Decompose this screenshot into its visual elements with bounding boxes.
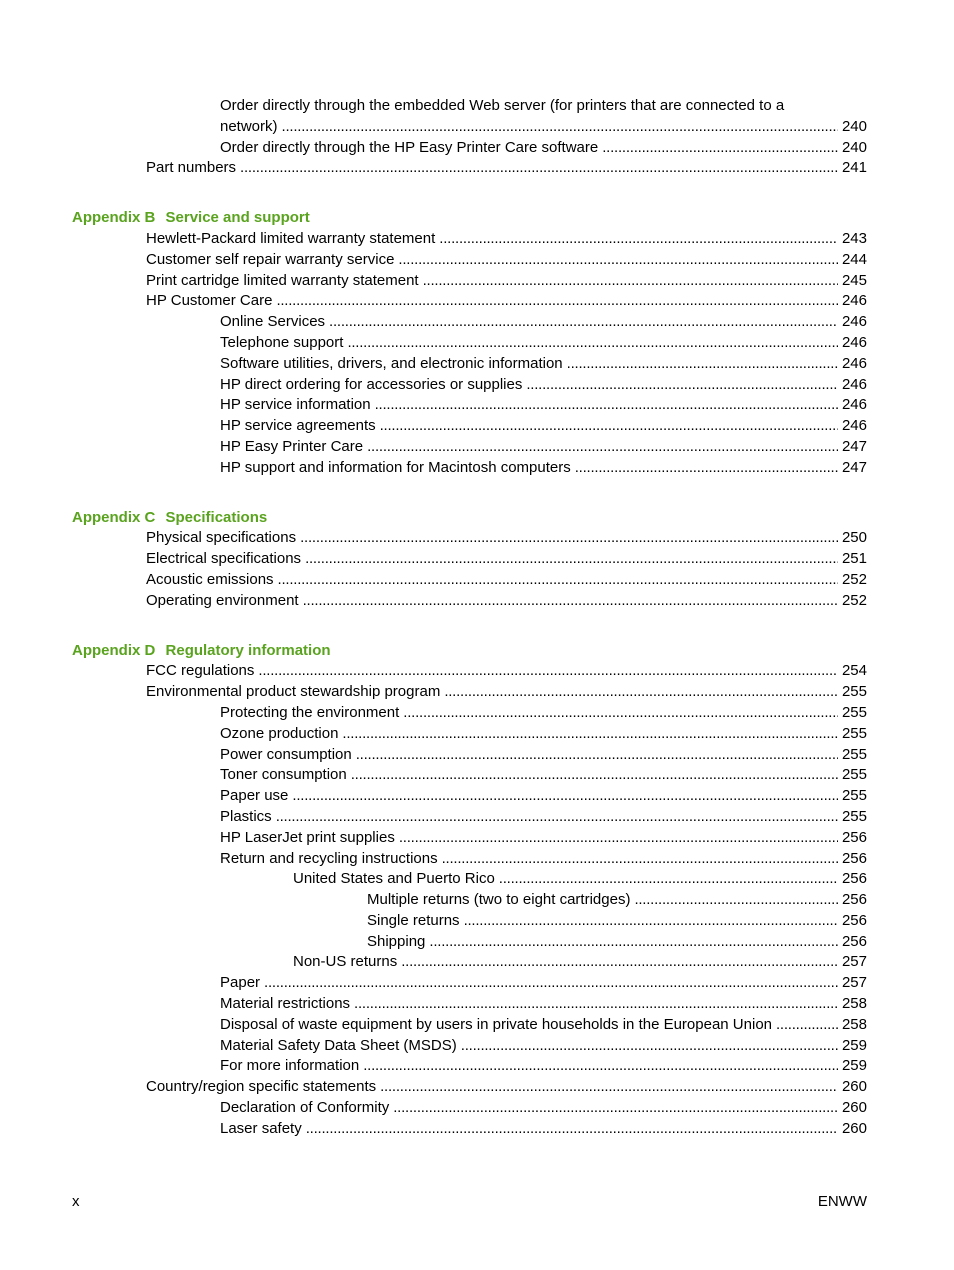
dot-leader (380, 416, 838, 437)
dot-leader (354, 994, 838, 1015)
toc-entry-page: 245 (841, 271, 867, 289)
toc-entry[interactable] (293, 869, 867, 890)
dot-leader (442, 849, 838, 870)
toc-entry-page: 260 (841, 1099, 867, 1117)
toc-entry-page: 256 (841, 870, 867, 888)
toc-entry-title: Telephone support (220, 333, 347, 354)
page-footer (72, 1192, 867, 1212)
toc-entry[interactable] (146, 250, 867, 271)
toc-entry-title: HP Customer Care (146, 291, 276, 312)
toc-entry-title: Customer self repair warranty service (146, 250, 398, 271)
dot-leader (444, 682, 838, 703)
toc-entry[interactable] (220, 1015, 867, 1036)
toc-entry-title: Software utilities, drivers, and electronic information (220, 354, 567, 375)
toc-entry[interactable] (220, 994, 867, 1015)
dot-leader (276, 291, 838, 312)
dot-leader (499, 869, 838, 890)
toc-entry-page: 255 (841, 703, 867, 721)
toc-entry-page: 256 (841, 828, 867, 846)
toc-entry[interactable] (220, 973, 867, 994)
toc-entry-title: Shipping (367, 932, 429, 953)
toc-entry-page: 258 (841, 1015, 867, 1033)
toc-entry-page: 240 (841, 138, 867, 156)
toc-entry[interactable] (146, 528, 867, 549)
appendix-title: Regulatory information (165, 641, 331, 659)
dot-leader (305, 549, 838, 570)
toc-entry-page: 251 (841, 550, 867, 568)
dot-leader (567, 354, 838, 375)
toc-entry-page: 257 (841, 974, 867, 992)
toc-entry[interactable] (220, 138, 867, 159)
toc-entry-title: Paper use (220, 786, 292, 807)
toc-entry-title: Environmental product stewardship program (146, 682, 444, 703)
toc-entry-page: 247 (841, 458, 867, 476)
toc-entry-title: network) (220, 117, 282, 138)
toc-entry-page: 243 (841, 229, 867, 247)
toc-entry-title: Protecting the environment (220, 703, 403, 724)
page-number: x (72, 1193, 80, 1210)
toc-entry-page: 254 (841, 662, 867, 680)
toc-entry-line: Order directly through the embedded Web server (for printers that are connected to a (220, 97, 785, 114)
dot-leader (429, 932, 838, 953)
toc-entry-page: 256 (841, 932, 867, 950)
toc-entry-title: Order directly through the HP Easy Printer Care software (220, 138, 602, 159)
toc-entry-title: Paper (220, 973, 264, 994)
toc-entry-page: 246 (841, 333, 867, 351)
toc-entry-page: 252 (841, 570, 867, 588)
dot-leader (342, 724, 838, 745)
toc-entry-title: Hewlett-Packard limited warranty statement (146, 229, 439, 250)
toc-entry[interactable] (220, 765, 867, 786)
toc-entry[interactable] (146, 591, 867, 612)
toc-entry-title: Electrical specifications (146, 549, 305, 570)
dot-leader (351, 765, 838, 786)
table-of-contents (0, 96, 954, 1140)
toc-entry[interactable] (220, 1119, 867, 1140)
toc-entry-title: HP service information (220, 395, 375, 416)
toc-entry-page: 252 (841, 591, 867, 609)
toc-entry[interactable] (146, 229, 867, 250)
toc-entry[interactable] (146, 271, 867, 292)
toc-entry-page: 247 (841, 437, 867, 455)
toc-entry[interactable] (367, 890, 867, 911)
toc-entry-title: Single returns (367, 911, 464, 932)
toc-entry-page: 260 (841, 1119, 867, 1137)
toc-entry-title: Toner consumption (220, 765, 351, 786)
toc-entry[interactable] (146, 661, 867, 682)
toc-entry[interactable] (220, 416, 867, 437)
toc-entry[interactable] (220, 117, 867, 138)
toc-entry-title: HP support and information for Macintosh computers (220, 458, 575, 479)
toc-entry-title: FCC regulations (146, 661, 258, 682)
toc-entry[interactable] (220, 375, 867, 396)
toc-entry[interactable] (220, 312, 867, 333)
toc-entry[interactable] (220, 395, 867, 416)
dot-leader (292, 786, 838, 807)
toc-entry[interactable] (220, 458, 867, 479)
toc-entry[interactable] (220, 1036, 867, 1057)
dot-leader (300, 528, 838, 549)
dot-leader (575, 458, 838, 479)
dot-leader (240, 158, 838, 179)
dot-leader (306, 1119, 838, 1140)
toc-entry-title: Ozone production (220, 724, 342, 745)
dot-leader (276, 807, 838, 828)
toc-entry[interactable] (220, 807, 867, 828)
toc-entry-title: HP service agreements (220, 416, 380, 437)
appendix-b-heading[interactable] (72, 208, 954, 229)
toc-entry[interactable] (220, 745, 867, 766)
dot-leader (258, 661, 838, 682)
dot-leader (776, 1015, 838, 1036)
toc-entry-page: 241 (841, 159, 867, 177)
dot-leader (380, 1077, 838, 1098)
toc-entry-title: Disposal of waste equipment by users in private households in the European Union (220, 1015, 776, 1036)
toc-entry-page: 258 (841, 995, 867, 1013)
toc-entry-title: Physical specifications (146, 528, 300, 549)
toc-entry-title: Material restrictions (220, 994, 354, 1015)
toc-entry-title: Plastics (220, 807, 276, 828)
toc-entry-page: 240 (841, 117, 867, 135)
toc-entry-page: 256 (841, 891, 867, 909)
toc-entry-title: Online Services (220, 312, 329, 333)
toc-entry[interactable] (146, 570, 867, 591)
toc-entry-title: Declaration of Conformity (220, 1098, 393, 1119)
dot-leader (393, 1098, 838, 1119)
toc-entry-page: 246 (841, 354, 867, 372)
toc-entry[interactable] (293, 952, 867, 973)
dot-leader (634, 890, 838, 911)
toc-entry-title: Operating environment (146, 591, 303, 612)
toc-entry-page: 256 (841, 849, 867, 867)
locale-code: ENWW (817, 1193, 867, 1210)
toc-entry-title: HP direct ordering for accessories or supplies (220, 375, 526, 396)
toc-entry-page: 255 (841, 807, 867, 825)
toc-entry[interactable] (146, 1077, 867, 1098)
dot-leader (367, 437, 838, 458)
toc-entry[interactable] (220, 786, 867, 807)
toc-entry[interactable] (367, 932, 867, 953)
dot-leader (278, 570, 838, 591)
toc-entry[interactable] (146, 291, 867, 312)
dot-leader (303, 591, 838, 612)
toc-entry-title: Country/region specific statements (146, 1077, 380, 1098)
toc-entry-title: Part numbers (146, 158, 240, 179)
appendix-c-heading[interactable] (72, 508, 954, 529)
dot-leader (461, 1036, 838, 1057)
toc-entry-page: 246 (841, 396, 867, 414)
toc-entry[interactable] (220, 703, 867, 724)
toc-entry-page: 246 (841, 292, 867, 310)
toc-entry[interactable] (220, 333, 867, 354)
toc-entry-title: Acoustic emissions (146, 570, 278, 591)
toc-entry-page: 256 (841, 911, 867, 929)
toc-entry[interactable] (367, 911, 867, 932)
dot-leader (602, 138, 838, 159)
toc-entry[interactable] (220, 437, 867, 458)
dot-leader (264, 973, 838, 994)
toc-entry-page: 246 (841, 313, 867, 331)
toc-entry-page: 250 (841, 529, 867, 547)
dot-leader (347, 333, 838, 354)
appendix-label: Appendix C (72, 508, 156, 526)
toc-entry-title: HP Easy Printer Care (220, 437, 367, 458)
toc-entry-page: 246 (841, 417, 867, 435)
toc-entry[interactable] (220, 354, 867, 375)
toc-entry-page: 259 (841, 1057, 867, 1075)
toc-entry-page: 259 (841, 1036, 867, 1054)
toc-entry-page: 255 (841, 745, 867, 763)
toc-entry[interactable] (220, 724, 867, 745)
toc-entry[interactable] (146, 549, 867, 570)
appendix-title: Service and support (165, 209, 310, 227)
toc-entry-title: United States and Puerto Rico (293, 869, 499, 890)
toc-entry[interactable] (146, 682, 867, 703)
toc-entry[interactable] (220, 849, 867, 870)
dot-leader (399, 828, 838, 849)
toc-entry-title: Power consumption (220, 745, 356, 766)
dot-leader (401, 952, 838, 973)
toc-entry[interactable] (146, 158, 867, 179)
toc-entry-title: HP LaserJet print supplies (220, 828, 399, 849)
dot-leader (464, 911, 838, 932)
toc-entry-title: For more information (220, 1056, 363, 1077)
dot-leader (329, 312, 838, 333)
appendix-label: Appendix B (72, 209, 156, 227)
toc-entry[interactable] (220, 828, 867, 849)
toc-entry-page: 255 (841, 787, 867, 805)
appendix-title: Specifications (165, 508, 268, 526)
toc-entry[interactable] (220, 1098, 867, 1119)
dot-leader (526, 375, 838, 396)
toc-entry-title: Return and recycling instructions (220, 849, 442, 870)
toc-entry-title: Print cartridge limited warranty statement (146, 271, 423, 292)
toc-entry-title: Laser safety (220, 1119, 306, 1140)
toc-entry-title: Material Safety Data Sheet (MSDS) (220, 1036, 461, 1057)
toc-entry-page: 257 (841, 953, 867, 971)
toc-entry-page: 246 (841, 375, 867, 393)
appendix-label: Appendix D (72, 641, 156, 659)
appendix-d-heading[interactable] (72, 641, 954, 662)
toc-entry[interactable] (220, 1056, 867, 1077)
dot-leader (403, 703, 838, 724)
toc-entry-title: Non-US returns (293, 952, 401, 973)
toc-entry-page: 255 (841, 683, 867, 701)
toc-entry-page: 244 (841, 250, 867, 268)
toc-entry-page: 260 (841, 1078, 867, 1096)
dot-leader (375, 395, 838, 416)
toc-entry-page: 255 (841, 766, 867, 784)
dot-leader (356, 745, 838, 766)
toc-entry-page: 255 (841, 724, 867, 742)
dot-leader (439, 229, 838, 250)
dot-leader (363, 1056, 838, 1077)
toc-entry-title: Multiple returns (two to eight cartridges) (367, 890, 634, 911)
dot-leader (423, 271, 838, 292)
dot-leader (282, 117, 838, 138)
dot-leader (398, 250, 838, 271)
